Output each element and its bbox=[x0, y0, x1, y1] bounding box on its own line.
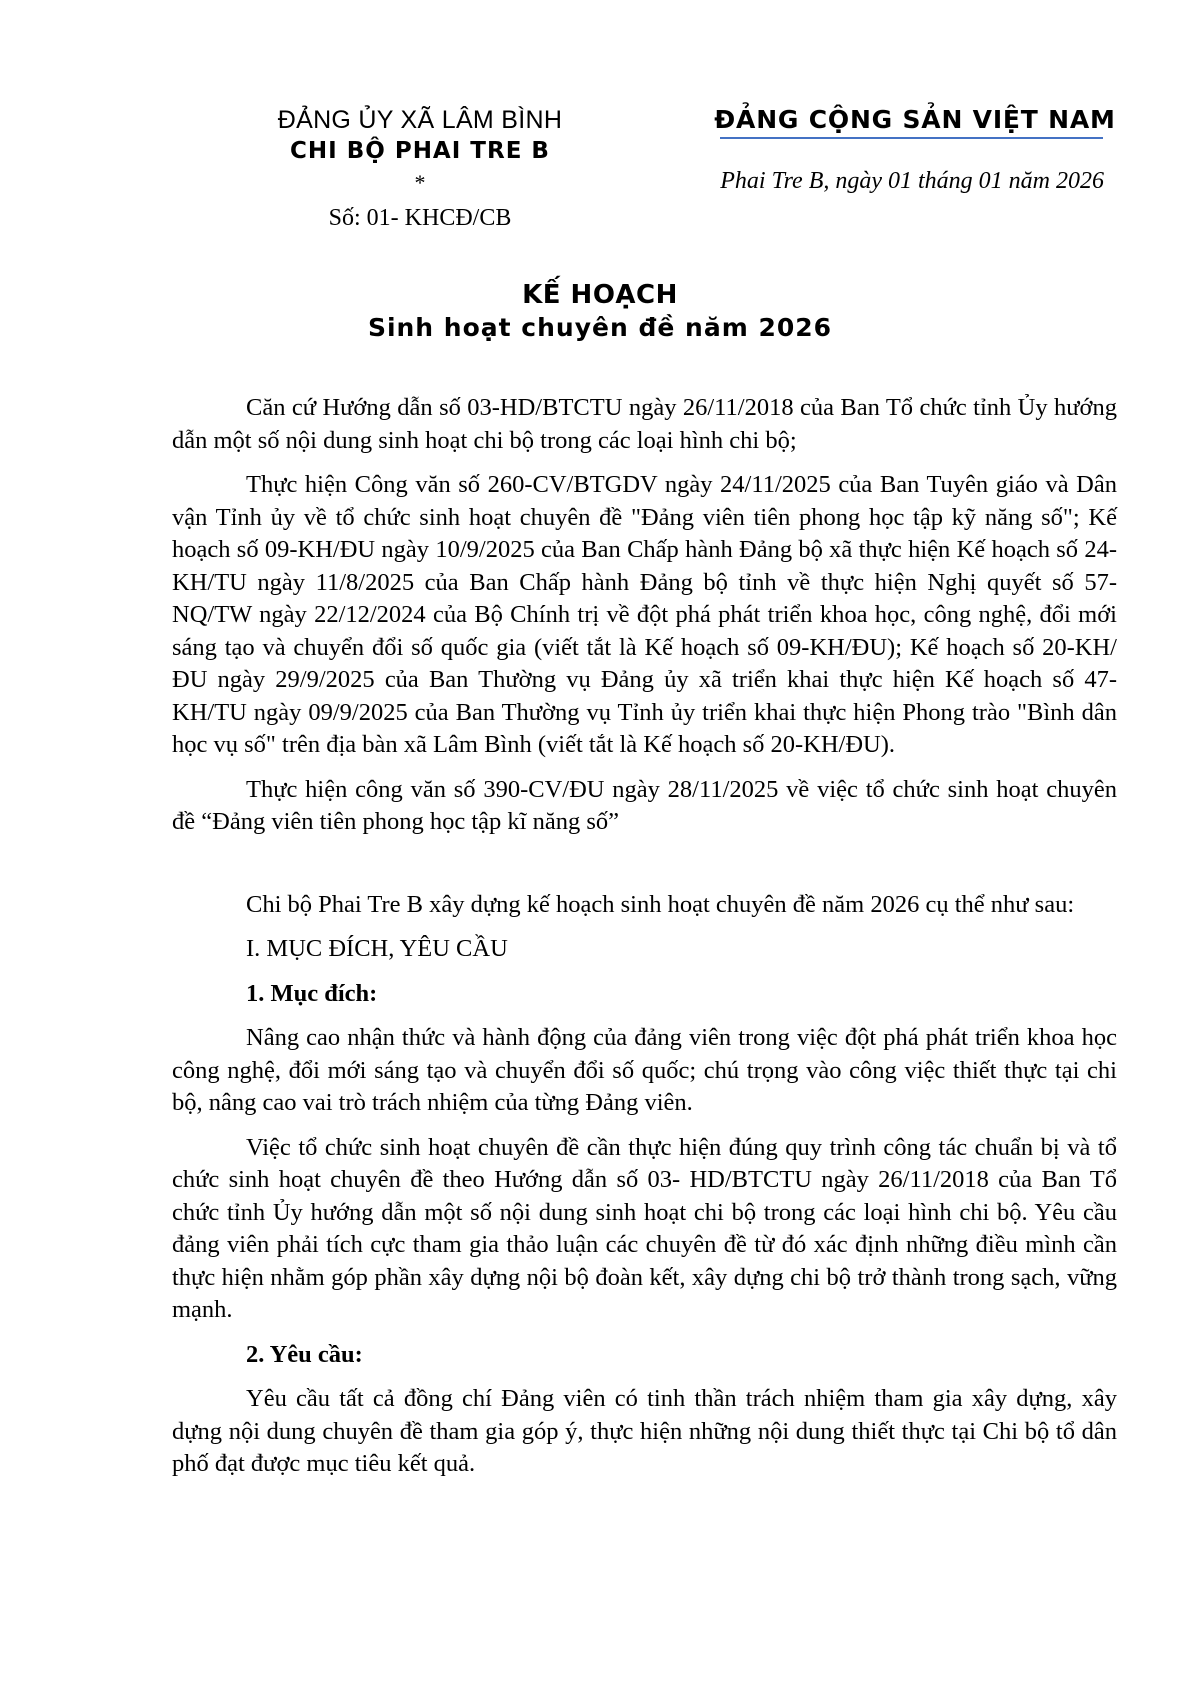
paragraph-legal-basis-1: Căn cứ Hướng dẫn số 03-HD/BTCTU ngày 26/11/2018 của Ban Tổ chức tỉnh Ủy hướng dẫn một số nội dung sinh hoạt chi bộ trong các loại hình chi bộ; bbox=[172, 394, 1117, 454]
subheading-requirements: 2. Yêu cầu: bbox=[246, 1340, 363, 1368]
section-heading-purpose-requirements: I. MỤC ĐÍCH, YÊU CẦU bbox=[246, 935, 508, 962]
paragraph-purpose-2: Việc tổ chức sinh hoạt chuyên đề cần thực hiện đúng quy trình công tác chuẩn bị và tổ chức sinh hoạt chuyên đề theo Hướng dẫn số 03- HD/BTCTU ngày 26/11/2018 của Ban Tổ chức tỉnh Ủy hướng dẫn một số nội dung sinh hoạt chi bộ trong các loại hình chi bộ. Yêu cầu đảng viên phải tích cực tham gia thảo luận các chuyên đề từ đó xác định những điều mình cần thực hiện nhằm góp phần xây dựng nội bộ đoàn kết, xây dựng chi bộ trở thành trong sạch, vững mạnh. bbox=[172, 1133, 1117, 1323]
paragraph-requirements: Yêu cầu tất cả đồng chí Đảng viên có tinh thần trách nhiệm tham gia xây dựng, xây dựng nội dung chuyên đề tham gia góp ý, thực hiện những nội dung thiết thực tại Chi bộ tổ dân phố đạt được mục tiêu kết quả. bbox=[172, 1385, 1117, 1477]
document-body bbox=[172, 392, 1117, 1493]
paragraph-legal-basis-3: Thực hiện công văn số 390-CV/ĐU ngày 28/11/2025 về việc tổ chức sinh hoạt chuyên đề “Đảng viên tiên phong học tập kĩ năng số” bbox=[172, 775, 1117, 835]
subheading-purpose: 1. Mục đích: bbox=[246, 979, 378, 1007]
place-date: Phai Tre B, ngày 01 tháng 01 năm 2026 bbox=[720, 168, 1104, 194]
party-name: ĐẢNG CỘNG SẢN VIỆT NAM bbox=[714, 105, 1116, 134]
issuing-org-name: ĐẢNG ỦY XÃ LÂM BÌNH bbox=[277, 106, 563, 134]
document-subtitle: Sinh hoạt chuyên đề năm 2026 bbox=[367, 313, 833, 342]
header-star: * bbox=[414, 170, 426, 195]
paragraph-purpose-1: Nâng cao nhận thức và hành động của đảng viên trong việc đột phá phát triển khoa học công nghệ, đổi mới sáng tạo và chuyển đổi số quốc; chú trọng vào công việc thiết thực tại chi bộ, nâng cao vai trò trách nhiệm của từng Đảng viên. bbox=[172, 1024, 1117, 1116]
paragraph-legal-basis-2: Thực hiện Công văn số 260-CV/BTGDV ngày 24/11/2025 của Ban Tuyên giáo và Dân vận Tỉnh ủy về tổ chức sinh hoạt chuyên đề "Đảng viên tiên phong học tập kỹ năng số"; Kế hoạch số 09-KH/ĐU ngày 10/9/2025 của Ban Chấp hành Đảng bộ xã thực hiện Kế hoạch số 24-KH/TU ngày 11/8/2025 của Ban Chấp hành Đảng bộ tỉnh về thực hiện Nghị quyết số 57-NQ/TW ngày 22/12/2024 của Bộ Chính trị về đột phá phát triển khoa học, công nghệ, đổi mới sáng tạo và chuyển đổi số quốc gia (viết tắt là Kế hoạch số 09-KH/ĐU); Kế hoạch số 20-KH/ĐU ngày 29/9/2025 của Ban Thường vụ Đảng ủy xã triển khai thực hiện Kế hoạch số 47-KH/TU ngày 09/9/2025 của Ban Thường vụ Tỉnh ủy triển khai thực hiện Phong trào "Bình dân học vụ số" trên địa bàn xã Lâm Bình (viết tắt là Kế hoạch số 20-KH/ĐU). bbox=[172, 471, 1117, 758]
document-number: Số: 01- KHCĐ/CB bbox=[328, 205, 512, 231]
issuing-unit-name: CHI BỘ PHAI TRE B bbox=[290, 138, 550, 164]
party-name-underline bbox=[720, 137, 1103, 139]
document-title: KẾ HOẠCH bbox=[522, 280, 678, 310]
paragraph-intro: Chi bộ Phai Tre B xây dựng kế hoạch sinh hoạt chuyên đề năm 2026 cụ thể như sau: bbox=[246, 890, 1075, 918]
